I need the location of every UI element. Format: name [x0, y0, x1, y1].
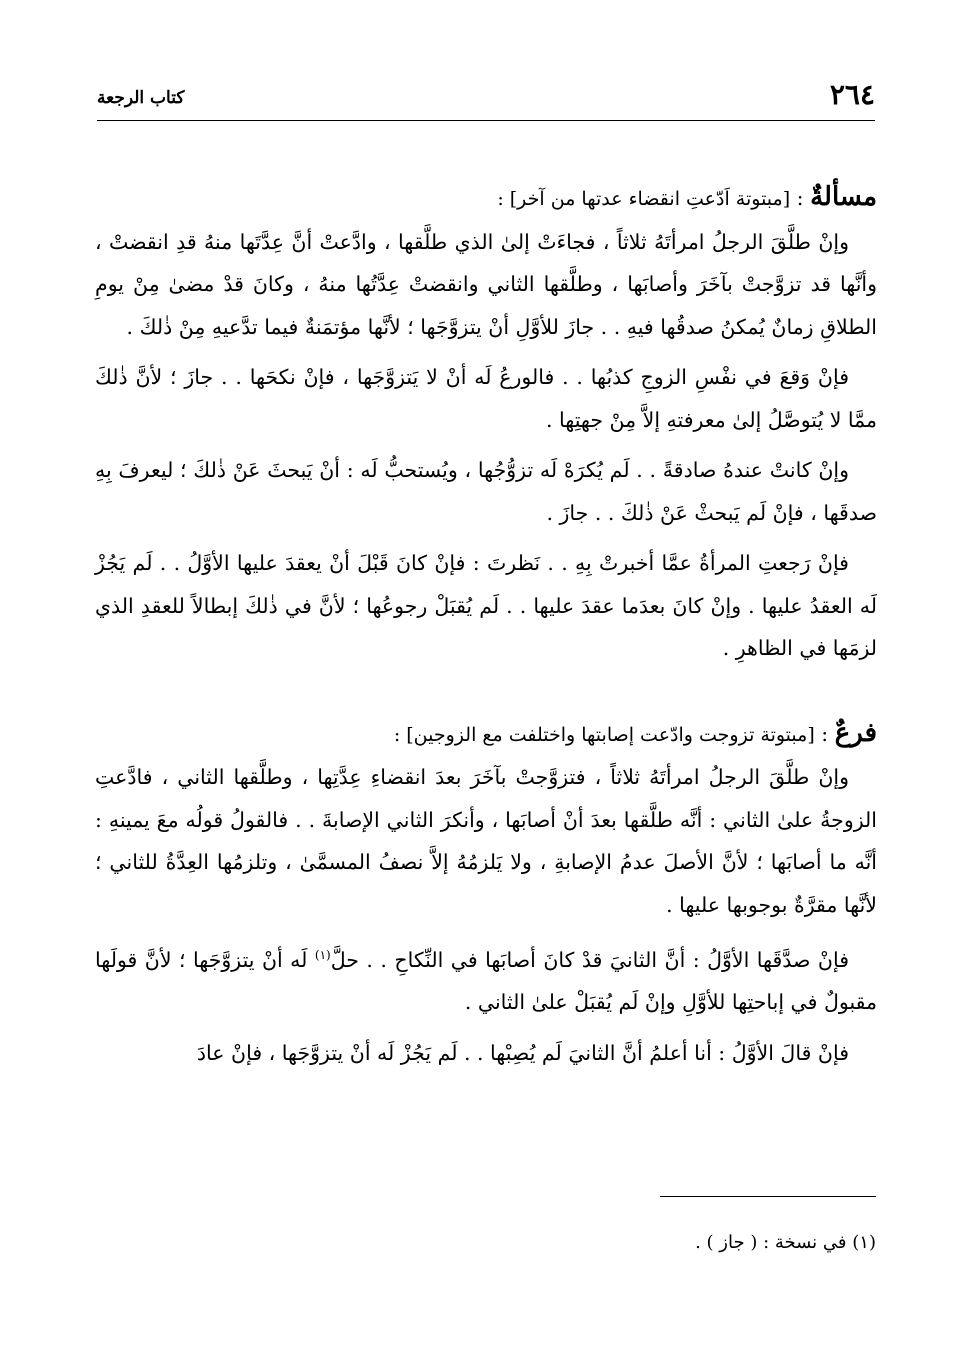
footnote-marker: (١): [852, 1232, 876, 1253]
paragraph: وإنْ طلَّقَ الرجلُ امرأتَهُ ثلاثاً ، فجاءَتْ إلىٰ الذي طلَّقها ، وادَّعتْ أنَّ عِدَّتَها منهُ قدِ انقضتْ ، وأنَّها قد تزوَّجتْ بآخَرَ وأصابَها ، وطلَّقها الثاني وانقضتْ عِدَّتُها منهُ ، وكانَ قدْ مضىٰ مِنْ يومِ الطلاقِ زمانٌ يُمكنُ صدقُها فيهِ . . جازَ للأوَّلِ أنْ يتزوَّجَها ؛ لأنَّها مؤتمَنةٌ فيما تدَّعيهِ مِنْ ذٰلكَ .: [95, 229, 877, 339]
paragraph-text: فإنْ صدَّقَها الأوَّلُ : أنَّ الثانيَ قدْ كانَ أصابَها في النِّكاحِ . . حلَّ: [330, 947, 849, 972]
heading-colon: :: [790, 186, 811, 210]
heading-word: فرعٌ: [834, 717, 877, 748]
running-title: كتاب الرجعة: [97, 88, 185, 108]
paragraph: وإنْ كانتْ عندهُ صادقةً . . لَم يُكرَهْ لَه تزوُّجُها ، ويُستحبُّ لَه : أنْ يَبحثَ عَنْ ذٰلكَ ؛ ليعرفَ بِهِ صدقَها ، فإنْ لَم يَبحثْ عَنْ ذٰلكَ . . جازَ .: [95, 458, 877, 525]
page-header: [97, 78, 875, 121]
page-body: [95, 176, 877, 1074]
heading-subtitle: [مبتوتة اَدّعتِ انقضاء عدتها من آخر] :: [497, 188, 791, 210]
heading-word: مسألةٌ: [810, 182, 877, 212]
heading-colon: :: [814, 721, 835, 746]
section-heading-far: [95, 712, 877, 757]
paragraph: وإنْ طلَّقَ الرجلُ امرأتَهُ ثلاثاً ، فتزوَّجتْ بآخَرَ بعدَ انقضاءِ عِدَّتِها ، وطلَّقها الثاني ، فادَّعتِ الزوجةُ علىٰ الثاني : أنَّه طلَّقها بعدَ أنْ أصابَها ، وأنكرَ الثاني الإصابةَ . . فالقولُ قولُه معَ يمينهِ : أنَّه ما أصابَها ؛ لأنَّ الأصلَ عدمُ الإصابةِ ، ولا يَلزمُهُ إلاَّ نصفُ المسمَّىٰ ، وتلزمُها العِدَّةُ للثاني ؛ لأنَّها مقرَّةٌ بوجوبها عليها .: [95, 765, 877, 917]
footnote-divider: [660, 1196, 876, 1197]
footnote-text: في نسخة : ( جاز ) .: [695, 1232, 847, 1253]
paragraph-text: لَه أنْ يتزوَّجَها ؛ لأنَّ قولَها مقبولٌ في إباحتِها للأوَّلِ وإنْ لَم يُقبَلْ علىٰ الثاني .: [95, 947, 877, 1015]
page-number: ٢٦٤: [829, 78, 875, 111]
footnote: [695, 1232, 876, 1253]
paragraph-with-footnote-ref: [95, 934, 877, 1024]
section-gap: [95, 670, 877, 712]
paragraph: فإنْ رَجعتِ المرأةُ عمَّا أخبرتْ بِهِ . . نَظرتَ : فإنْ كانَ قَبْلَ أنْ يعقدَ عليها الأوَّلُ . . لَم يَجُزْ لَه العقدُ عليها . وإنْ كانَ بعدَما عقدَ عليها . . لَم يُقبَلْ رجوعُها ؛ لأنَّ في ذٰلكَ إبطالاً للعقدِ الذي لزمَها في الظاهرِ .: [95, 551, 877, 660]
paragraph: فإنْ وَقعَ في نفْسِ الزوجِ كذبُها . . فالورعُ لَه أنْ لا يَتزوَّجَها ، فإنْ نكحَها . . جازَ ؛ لأنَّ ذٰلكَ ممَّا لا يُتوصَّلُ إلىٰ معرفتهِ إلاَّ مِنْ جهتِها .: [95, 365, 877, 432]
footnote-reference: (١): [314, 948, 331, 962]
section-heading-masala: [95, 176, 877, 221]
heading-subtitle: [مبتوتة تزوجت وادّعت إصابتها واختلفت مع الزوجين] :: [393, 723, 815, 746]
paragraph: فإنْ قالَ الأوَّلُ : أنا أعلمُ أنَّ الثانيَ لَم يُصِبْها . . لَم يَجُزْ لَه أنْ يتزوَّجَها ، فإنْ عادَ: [196, 1040, 849, 1065]
